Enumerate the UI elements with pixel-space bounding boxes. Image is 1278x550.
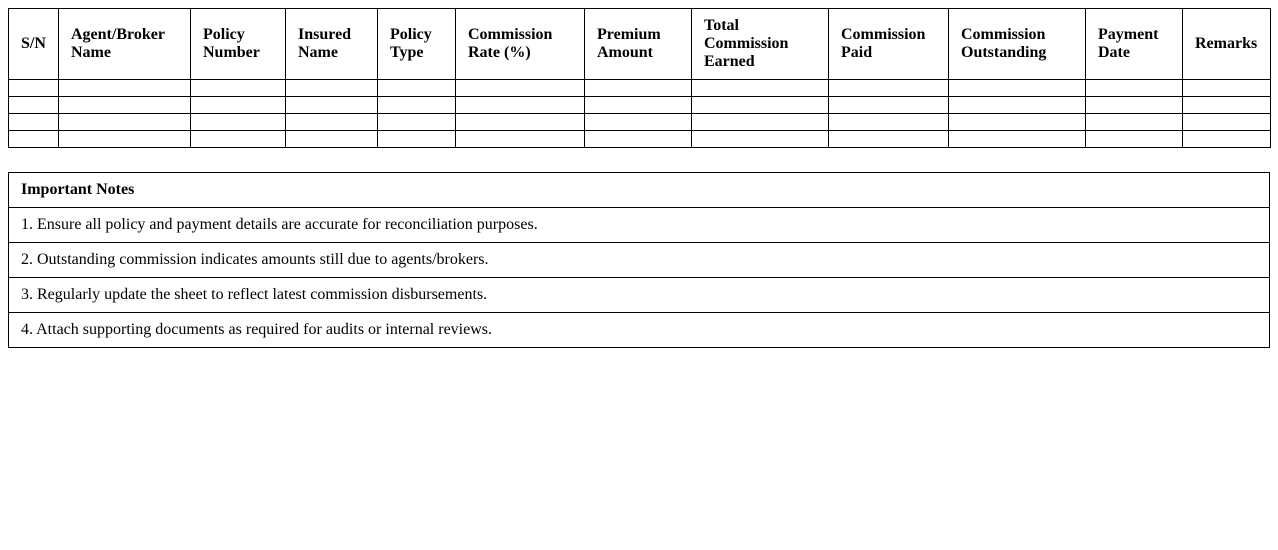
table-cell[interactable] xyxy=(1086,114,1183,131)
table-cell[interactable] xyxy=(1183,80,1271,97)
header-policy-type: Policy Type xyxy=(378,9,456,80)
table-cell[interactable] xyxy=(378,131,456,148)
note-item-3: 3. Regularly update the sheet to reflect latest commission disbursements. xyxy=(9,278,1270,313)
table-cell[interactable] xyxy=(59,97,191,114)
table-cell[interactable] xyxy=(286,131,378,148)
header-insured-name: Insured Name xyxy=(286,9,378,80)
important-notes-table xyxy=(8,172,1270,348)
table-cell[interactable] xyxy=(286,80,378,97)
table-cell[interactable] xyxy=(949,80,1086,97)
table-cell[interactable] xyxy=(949,131,1086,148)
table-body xyxy=(9,80,1271,148)
table-cell[interactable] xyxy=(191,131,286,148)
table-cell[interactable] xyxy=(191,97,286,114)
table-cell[interactable] xyxy=(456,80,585,97)
header-agent-broker-name: Agent/Broker Name xyxy=(59,9,191,80)
table-cell[interactable] xyxy=(692,97,829,114)
table-row xyxy=(9,131,1271,148)
table-cell[interactable] xyxy=(585,97,692,114)
table-cell[interactable] xyxy=(829,97,949,114)
header-policy-number: Policy Number xyxy=(191,9,286,80)
table-cell[interactable] xyxy=(191,114,286,131)
table-cell[interactable] xyxy=(378,114,456,131)
table-cell[interactable] xyxy=(949,114,1086,131)
commission-table xyxy=(8,8,1271,148)
header-commission-outstanding: Commission Outstanding xyxy=(949,9,1086,80)
table-cell[interactable] xyxy=(585,131,692,148)
table-cell[interactable] xyxy=(9,114,59,131)
table-cell[interactable] xyxy=(829,80,949,97)
header-commission-paid: Commission Paid xyxy=(829,9,949,80)
header-remarks: Remarks xyxy=(1183,9,1271,80)
table-cell[interactable] xyxy=(456,114,585,131)
table-cell[interactable] xyxy=(1183,131,1271,148)
table-cell[interactable] xyxy=(829,114,949,131)
table-cell[interactable] xyxy=(585,80,692,97)
note-row xyxy=(9,313,1270,348)
table-cell[interactable] xyxy=(1086,80,1183,97)
table-cell[interactable] xyxy=(829,131,949,148)
note-item-4: 4. Attach supporting documents as required for audits or internal reviews. xyxy=(9,313,1270,348)
header-total-commission-earned: Total Commission Earned xyxy=(692,9,829,80)
table-header-row xyxy=(9,9,1271,80)
table-cell[interactable] xyxy=(59,131,191,148)
table-cell[interactable] xyxy=(1183,97,1271,114)
table-cell[interactable] xyxy=(456,131,585,148)
note-row xyxy=(9,278,1270,313)
table-row xyxy=(9,97,1271,114)
table-cell[interactable] xyxy=(692,131,829,148)
table-row xyxy=(9,80,1271,97)
table-cell[interactable] xyxy=(1183,114,1271,131)
note-row xyxy=(9,243,1270,278)
header-premium-amount: Premium Amount xyxy=(585,9,692,80)
table-cell[interactable] xyxy=(585,114,692,131)
table-cell[interactable] xyxy=(949,97,1086,114)
note-row xyxy=(9,208,1270,243)
table-cell[interactable] xyxy=(9,80,59,97)
table-cell[interactable] xyxy=(59,114,191,131)
notes-title-row xyxy=(9,173,1270,208)
header-payment-date: Payment Date xyxy=(1086,9,1183,80)
table-cell[interactable] xyxy=(692,80,829,97)
table-cell[interactable] xyxy=(9,131,59,148)
table-row xyxy=(9,114,1271,131)
table-cell[interactable] xyxy=(692,114,829,131)
header-sn: S/N xyxy=(9,9,59,80)
table-cell[interactable] xyxy=(286,97,378,114)
note-item-1: 1. Ensure all policy and payment details are accurate for reconciliation purposes. xyxy=(9,208,1270,243)
table-cell[interactable] xyxy=(286,114,378,131)
table-cell[interactable] xyxy=(191,80,286,97)
header-commission-rate: Commission Rate (%) xyxy=(456,9,585,80)
table-cell[interactable] xyxy=(378,97,456,114)
table-cell[interactable] xyxy=(9,97,59,114)
table-cell[interactable] xyxy=(1086,131,1183,148)
table-cell[interactable] xyxy=(1086,97,1183,114)
table-cell[interactable] xyxy=(59,80,191,97)
notes-title: Important Notes xyxy=(9,173,1270,208)
table-cell[interactable] xyxy=(456,97,585,114)
note-item-2: 2. Outstanding commission indicates amounts still due to agents/brokers. xyxy=(9,243,1270,278)
table-cell[interactable] xyxy=(378,80,456,97)
